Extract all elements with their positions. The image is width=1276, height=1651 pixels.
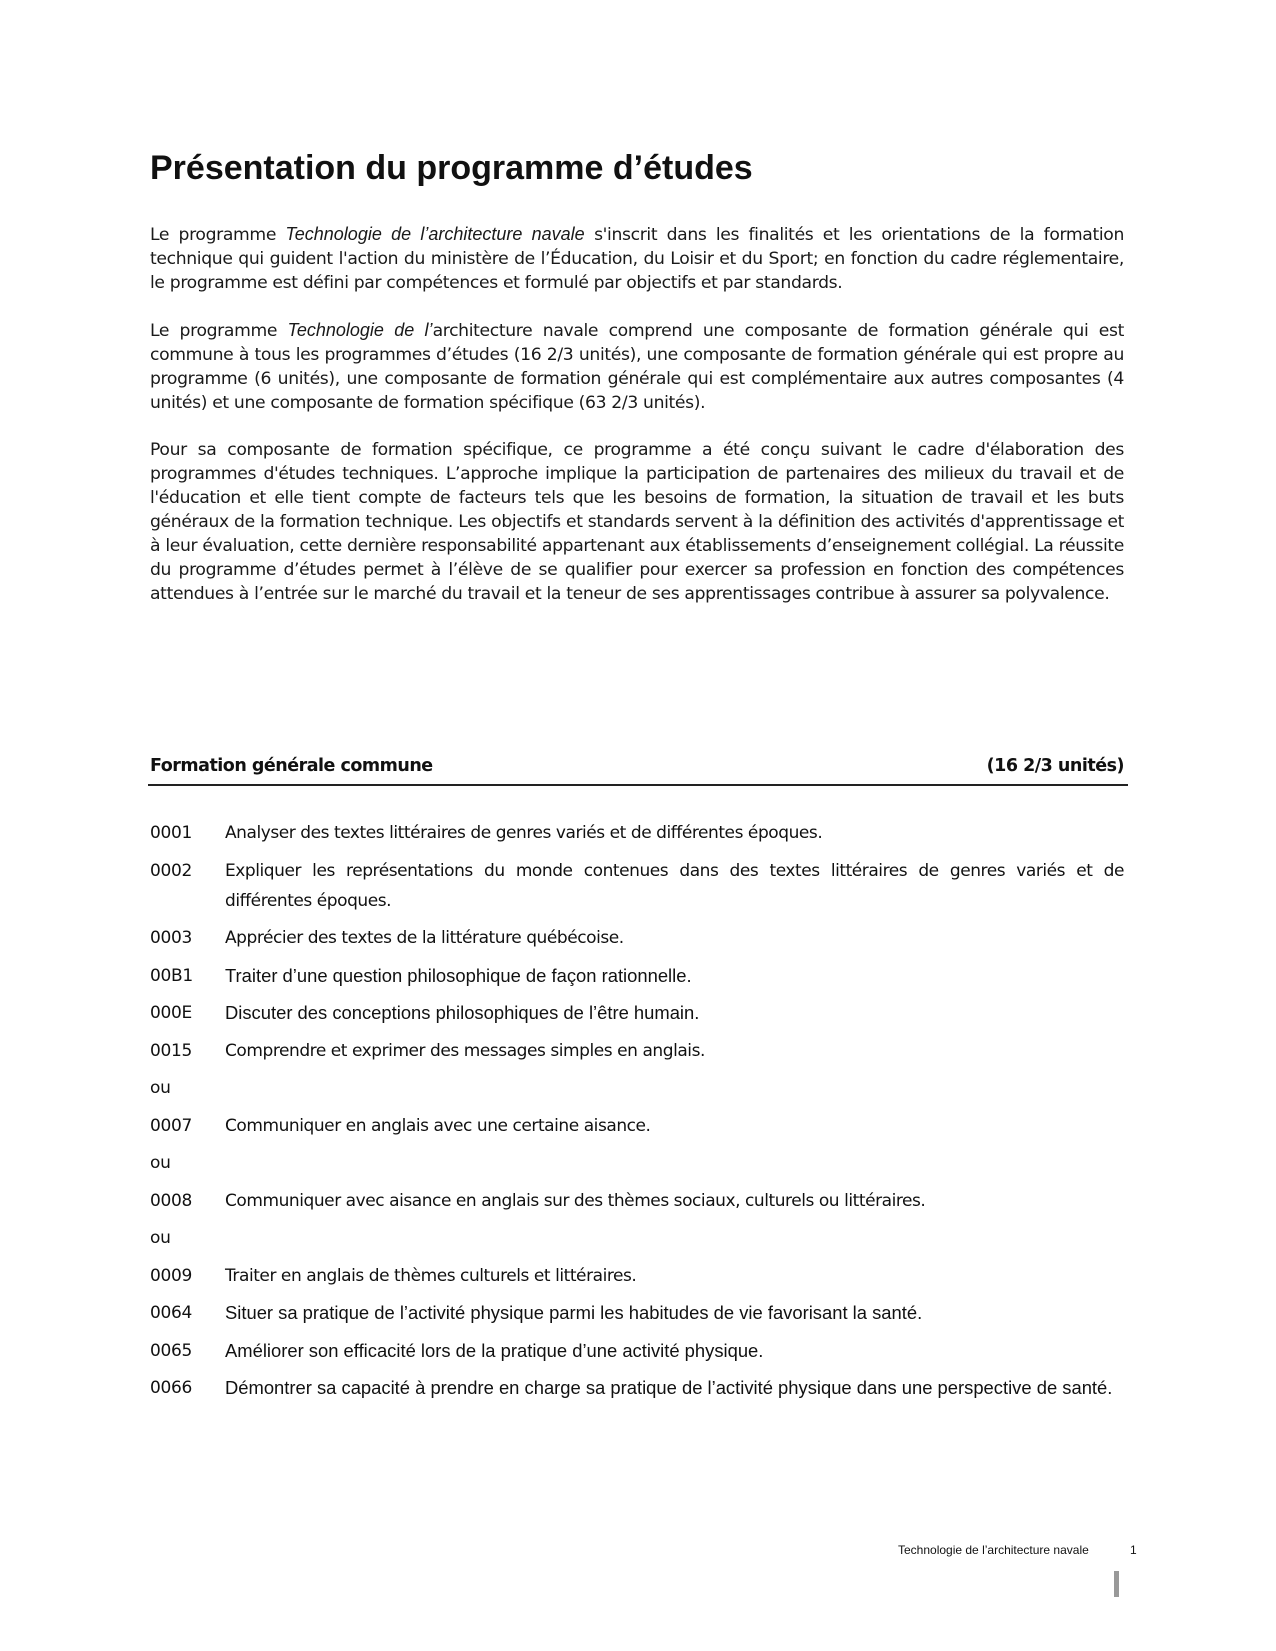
program-name-italic: Technologie de l’architecture navale — [285, 224, 585, 244]
item-text: Communiquer en anglais avec une certaine aisance. — [225, 1115, 651, 1136]
competency-list — [150, 818, 1124, 1411]
item-code: 0065 — [150, 1340, 193, 1361]
page-title: Présentation du programme d’études — [150, 149, 753, 187]
item-text: Discuter des conceptions philosophiques de l’être humain. — [225, 1002, 700, 1023]
item-text: Communiquer avec aisance en anglais sur des thèmes sociaux, culturels ou littéraires. — [225, 1190, 926, 1211]
list-item — [150, 856, 1124, 924]
item-text: Comprendre et exprimer des messages simples en anglais. — [225, 1040, 705, 1061]
intro-paragraph-3: Pour sa composante de formation spécifique, ce programme a été conçu suivant le cadre d'élaboration des programmes d'études techniques. L’approche implique la participation de partenaires des milieux du travail et de l'éducation et elle tient compte de facteurs tels que les besoins de formation, la situation de travail et les buts généraux de la formation technique. Les objectifs et standards servent à la définition des activités d'apprentissage et à leur évaluation, cette dernière responsabilité appartenant aux établissements d’enseignement collégial. La réussite du programme d’études permet à l’élève de se qualifier pour exercer sa profession en fonction des compétences attendues à l’entrée sur le marché du travail et la teneur de ses apprentissages contribue à assurer sa polyvalence. — [150, 440, 1124, 604]
list-item — [150, 1373, 1124, 1411]
item-code: 0015 — [150, 1040, 193, 1061]
item-text: Améliorer son efficacité lors de la pratique d’une activité physique. — [225, 1339, 764, 1361]
item-code: 0066 — [150, 1378, 193, 1398]
item-text: Traiter en anglais de thèmes culturels et littéraires. — [225, 1265, 637, 1286]
item-text: Démontrer sa capacité à prendre en charge sa pratique de l’activité physique dans une perspective de santé. — [225, 1377, 1113, 1398]
paragraph-text: s'inscrit dans les finalités et les orientations de la formation technique qui guident l'action du ministère de l’Éducation, du Loisir et du Sport; en fonction du cadre réglementaire, le programme est défini par compétences et formulé par objectifs et par standards. — [150, 225, 1124, 293]
section-header — [148, 754, 1128, 786]
list-item-or — [150, 1148, 1124, 1186]
footer-program-title: Technologie de l’architecture navale — [898, 1543, 1089, 1557]
list-item — [150, 1036, 1124, 1074]
or-separator: ou — [150, 1228, 171, 1248]
item-text: Apprécier des textes de la littérature québécoise. — [225, 928, 624, 948]
list-item-or — [150, 1223, 1124, 1261]
item-code: 0009 — [150, 1265, 193, 1286]
or-separator: ou — [150, 1153, 171, 1173]
paragraph-text: Le programme — [150, 225, 286, 245]
paragraph-text: architecture navale comprend une composante de formation générale qui est commune à tous les programmes d’études (16 2/3 unités), une composante de formation générale qui est propre au programme (6 unités), une composante de formation générale qui est complémentaire aux autres composantes (4 unités) et une composante de formation spécifique (63 2/3 unités). — [150, 321, 1124, 413]
section-label: Formation générale commune — [150, 756, 433, 776]
list-item — [150, 1298, 1124, 1336]
or-separator: ou — [150, 1078, 171, 1098]
list-item-or — [150, 1073, 1124, 1111]
list-item — [150, 923, 1124, 961]
item-code: 00B1 — [150, 965, 193, 986]
paragraph-text: Le programme — [150, 321, 288, 341]
item-code: 0008 — [150, 1190, 193, 1211]
item-text: Traiter d’une question philosophique de façon rationnelle. — [225, 964, 692, 986]
intro-paragraph-2 — [150, 318, 1124, 415]
list-item — [150, 1186, 1124, 1224]
item-text: Situer sa pratique de l’activité physique parmi les habitudes de vie favorisant la santé. — [225, 1302, 923, 1323]
item-text: Analyser des textes littéraires de genres variés et de différentes époques. — [225, 823, 823, 843]
list-item — [150, 1111, 1124, 1149]
item-code: 0001 — [150, 823, 193, 843]
section-units: (16 2/3 unités) — [986, 756, 1124, 776]
intro-paragraph-1 — [150, 222, 1124, 295]
program-name-italic: Technologie de l’ — [287, 320, 433, 340]
list-item — [150, 1336, 1124, 1374]
item-code: 0003 — [150, 928, 193, 948]
list-item — [150, 961, 1124, 999]
list-item — [150, 818, 1124, 856]
item-code: 0064 — [150, 1303, 193, 1323]
revision-change-bar — [1114, 1571, 1119, 1597]
footer-page-number: 1 — [1130, 1543, 1137, 1557]
list-item — [150, 1261, 1124, 1299]
item-code: 0002 — [150, 860, 193, 881]
item-text: Expliquer les représentations du monde contenues dans des textes littéraires de genres variés et de différentes époques. — [225, 860, 1124, 911]
item-code: 000E — [150, 1003, 192, 1023]
list-item — [150, 998, 1124, 1036]
item-code: 0007 — [150, 1115, 193, 1136]
